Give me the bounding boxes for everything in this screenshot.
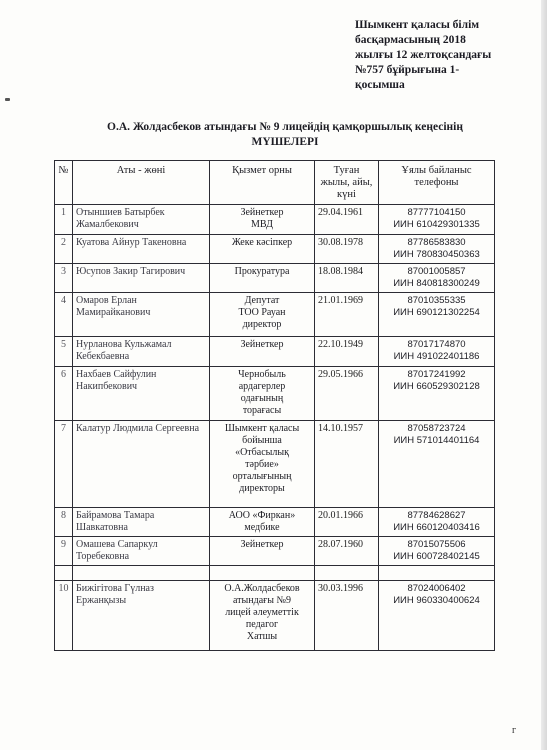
iin-number: ИИН 780830450363 [393,249,480,260]
member-birth-date: 30.03.1996 [315,581,379,651]
document-title [60,120,510,150]
member-position [210,293,315,337]
table-row [55,205,495,235]
position-line: бойынша [242,435,282,446]
position-line: Зейнеткер [240,207,284,218]
column-header-dob: Туған жылы, айы, күні [315,161,379,205]
table-row [55,264,495,293]
iin-number: ИИН 491022401186 [393,351,480,362]
member-phone [379,508,495,537]
corner-mark: г [512,725,517,736]
position-line: педагог [245,619,279,630]
member-phone [379,421,495,508]
table-row [55,235,495,264]
spacer-cell [379,566,495,581]
member-position [210,337,315,367]
spacer-cell [315,566,379,581]
scan-edge [541,0,547,750]
phone-number: 87015075506 [407,539,466,550]
spacer-cell [210,566,315,581]
member-birth-date: 29.04.1961 [315,205,379,235]
appendix-note [355,18,535,93]
appendix-note-line: қосымша [355,79,405,91]
row-number: 10 [55,581,73,651]
row-number: 3 [55,264,73,293]
member-position [210,581,315,651]
spacer-cell [55,566,73,581]
member-name: Бижігітова Гүлназ Ержанқызы [73,581,210,651]
member-position [210,235,315,264]
row-number: 4 [55,293,73,337]
position-line: Шымкент қаласы [224,423,300,434]
position-line: орталығының [232,471,292,482]
member-birth-date: 20.01.1966 [315,508,379,537]
table-spacer-row [55,566,495,581]
member-name: Отыншиев Батырбек Жамалбекович [73,205,210,235]
position-line: АОО «Фиркан» [228,510,296,521]
iin-number: ИИН 571014401164 [393,435,480,446]
table-row [55,293,495,337]
appendix-note-line: Шымкент қаласы білім [355,19,480,31]
column-header-phone: Ұялы байланыс телефоны [379,161,495,205]
row-number: 8 [55,508,73,537]
member-phone [379,367,495,421]
position-line: торағасы [242,405,282,416]
member-name: Куатова Айнур Такеновна [73,235,210,264]
spacer-cell [73,566,210,581]
column-header-num: № [55,161,73,205]
table-row [55,421,495,508]
row-number: 7 [55,421,73,508]
margin-mark [5,98,10,101]
member-name: Омаров Ерлан Мамирайканович [73,293,210,337]
member-phone [379,264,495,293]
member-birth-date: 14.10.1957 [315,421,379,508]
phone-number: 87010355335 [407,295,466,306]
member-phone [379,235,495,264]
position-line: медбике [244,522,280,533]
position-line: Прокуратура [234,266,290,277]
row-number: 5 [55,337,73,367]
position-line: «Отбасылық [235,447,289,458]
appendix-note-line: жылғы 12 желтоқсандағы [355,49,492,61]
member-phone [379,537,495,566]
phone-number: 87777104150 [407,207,466,218]
member-birth-date: 22.10.1949 [315,337,379,367]
phone-number: 87017241992 [407,369,466,380]
iin-number: ИИН 960330400624 [393,595,480,606]
member-name: Омашева Сапаркул Торебековна [73,537,210,566]
position-line: Зейнеткер [240,539,284,550]
appendix-note-line: басқармасының 2018 [355,34,466,46]
table-row [55,537,495,566]
iin-number: ИИН 840818300249 [393,278,480,289]
table-row [55,367,495,421]
member-birth-date: 21.01.1969 [315,293,379,337]
member-position [210,508,315,537]
position-line: ардагерлер [238,381,286,392]
position-line: Чернобыль [238,369,286,380]
document-title-line2: МҮШЕЛЕРІ [251,136,319,148]
member-position [210,205,315,235]
member-name: Калатур Людмила Сергеевна [73,421,210,508]
member-position [210,537,315,566]
phone-number: 87001005857 [407,266,466,277]
table-row [55,581,495,651]
member-birth-date: 18.08.1984 [315,264,379,293]
position-line: директор [242,319,282,330]
phone-number: 87784628627 [407,510,466,521]
phone-number: 87024006402 [407,583,466,594]
row-number: 6 [55,367,73,421]
phone-number: 87058723724 [407,423,466,434]
member-name: Байрамова Тамара Шавкатовна [73,508,210,537]
iin-number: ИИН 660529302128 [393,381,480,392]
document-title-line1: О.А. Жолдасбеков атындағы № 9 лицейдің қамқоршылық кеңесінің [107,121,463,133]
member-phone [379,581,495,651]
member-position [210,367,315,421]
position-line: одағының [240,393,284,404]
position-line: тәрбие» [245,459,279,470]
row-number: 2 [55,235,73,264]
position-line: лицей әлеуметтік [225,607,299,618]
phone-number: 87017174870 [407,339,466,350]
member-birth-date: 29.05.1966 [315,367,379,421]
position-line: Жеке кәсіпкер [231,237,293,248]
position-line: Хатшы [246,631,278,642]
table-header-row [55,161,495,205]
member-name: Нахбаев Сайфулин Накипбекович [73,367,210,421]
position-line: Зейнеткер [240,339,284,350]
iin-number: ИИН 690121302254 [393,307,480,318]
member-phone [379,337,495,367]
table-row [55,337,495,367]
member-birth-date: 30.08.1978 [315,235,379,264]
member-position [210,421,315,508]
member-phone [379,205,495,235]
phone-number: 87786583830 [407,237,466,248]
row-number: 1 [55,205,73,235]
position-line: ТОО Рауан [238,307,286,318]
position-line: МВД [250,219,273,230]
appendix-note-line: №757 бұйрығына 1- [355,64,460,76]
position-line: О.А.Жолдасбеков [224,583,300,594]
iin-number: ИИН 600728402145 [393,551,480,562]
row-number: 9 [55,537,73,566]
iin-number: ИИН 610429301335 [393,219,480,230]
member-position [210,264,315,293]
position-line: Депутат [244,295,280,306]
member-birth-date: 28.07.1960 [315,537,379,566]
members-table [54,160,495,651]
column-header-name: Аты - жөні [73,161,210,205]
position-line: директоры [239,483,285,494]
position-line: атындағы №9 [232,595,291,606]
iin-number: ИИН 660120403416 [393,522,480,533]
member-phone [379,293,495,337]
member-name: Юсупов Закир Тагирович [73,264,210,293]
member-name: Нурланова Кульжамал Кебекбаевна [73,337,210,367]
table-row [55,508,495,537]
column-header-position: Қызмет орны [210,161,315,205]
